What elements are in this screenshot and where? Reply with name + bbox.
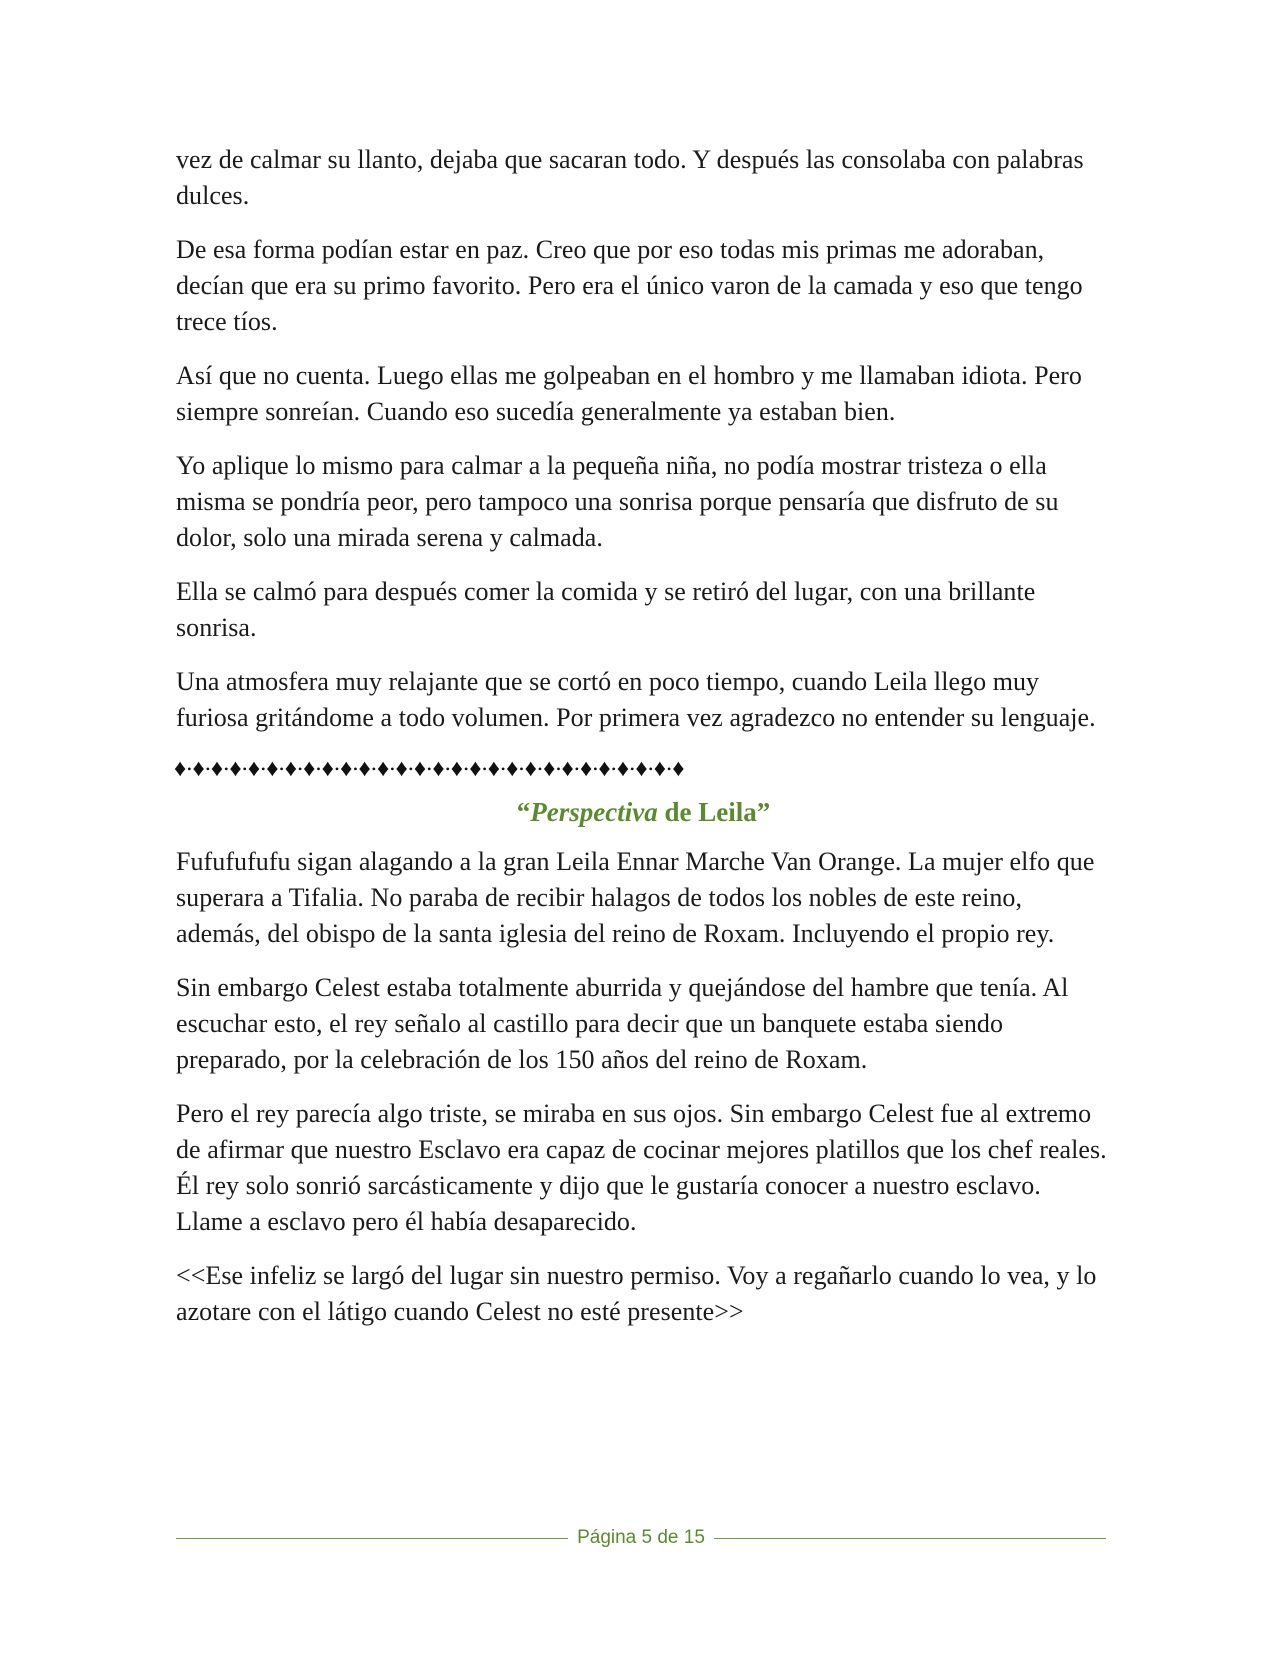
divider-diamond-icon: ♦ <box>598 756 612 782</box>
page-body <box>176 142 1111 1348</box>
paragraph-1: vez de calmar su llanto, dejaba que sacaran todo. Y después las consolaba con palabras dulces. <box>176 145 1084 210</box>
divider-dot-icon: • <box>537 762 544 776</box>
divider-diamond-icon: ♦ <box>247 756 262 782</box>
page-number: Página 5 de 15 <box>577 1527 705 1548</box>
divider-dot-icon: • <box>630 762 636 776</box>
divider-diamond-icon: ♦ <box>616 756 631 782</box>
divider-diamond-icon: ♦ <box>561 756 575 782</box>
divider-diamond-icon: ♦ <box>469 756 483 782</box>
divider-diamond-icon: ♦ <box>579 756 594 782</box>
divider-diamond-icon: ♦ <box>653 756 668 782</box>
divider-diamond-icon: ♦ <box>487 756 501 782</box>
section-heading <box>176 794 1111 830</box>
divider-dot-icon: • <box>556 762 562 776</box>
divider-diamond-icon: ♦ <box>303 756 317 782</box>
divider-diamond-icon: ♦ <box>506 756 520 782</box>
paragraph-5: Ella se calmó para después comer la comida y se retiró del lugar, con una brillante sonrisa. <box>176 577 1036 642</box>
divider-dot-icon: • <box>205 762 211 776</box>
divider-dot-icon: • <box>224 762 230 776</box>
divider-dot-icon: • <box>371 762 377 776</box>
paragraph-7: Fufufufufu sigan alagando a la gran Leila Ennar Marche Van Orange. La mujer elfo que superara a Tifalia. No paraba de recibir halagos de todos los nobles de este reino, además, del obispo de la santa iglesia del reino de Roxam. Incluyendo el propio rey. <box>176 847 1095 948</box>
divider-dot-icon: • <box>334 762 341 776</box>
diamond-divider <box>174 754 1111 784</box>
heading-open-quote: “ <box>516 797 531 827</box>
divider-diamond-icon: ♦ <box>321 756 335 782</box>
divider-dot-icon: • <box>390 762 396 776</box>
divider-dot-icon: • <box>519 762 525 776</box>
divider-dot-icon: • <box>611 762 617 776</box>
divider-diamond-icon: ♦ <box>672 756 686 782</box>
divider-diamond-icon: ♦ <box>358 756 372 782</box>
paragraph-8: Sin embargo Celest estaba totalmente aburrida y quejándose del hambre que tenía. Al escuchar esto, el rey señalo al castillo para decir que un banquete estaba siendo preparado, por la celebración de los 150 años del reino de Roxam. <box>176 973 1069 1074</box>
divider-dot-icon: • <box>261 762 267 776</box>
paragraph-9: Pero el rey parecía algo triste, se miraba en sus ojos. Sin embargo Celest fue al extremo de afirmar que nuestro Esclavo era capaz de cocinar mejores platillos que los chef reales. Él rey solo sonrió sarcásticamente y dijo que le gustaría conocer a nuestro esclavo. Llame a esclavo pero él había desaparecido. <box>176 1099 1107 1236</box>
divider-dot-icon: • <box>427 762 433 776</box>
divider-diamond-icon: ♦ <box>450 756 465 782</box>
divider-dot-icon: • <box>482 762 488 776</box>
divider-diamond-icon: ♦ <box>376 756 391 782</box>
divider-diamond-icon: ♦ <box>229 756 243 782</box>
paragraph-3: Así que no cuenta. Luego ellas me golpeaban en el hombro y me llamaban idiota. Pero siempre sonreían. Cuando eso sucedía generalmente ya estaban bien. <box>176 361 1082 426</box>
divider-dot-icon: • <box>593 762 599 776</box>
divider-dot-icon: • <box>279 762 285 776</box>
divider-diamond-icon: ♦ <box>266 756 280 782</box>
divider-diamond-icon: ♦ <box>413 756 428 782</box>
paragraph-2: De esa forma podían estar en paz. Creo que por eso todas mis primas me adoraban, decían que era su primo favorito. Pero era el único varon de la camada y eso que tengo trece tíos. <box>176 235 1083 336</box>
divider-diamond-icon: ♦ <box>432 756 446 782</box>
footer-rule-left <box>176 1538 568 1539</box>
divider-dot-icon: • <box>242 762 248 776</box>
divider-diamond-icon: ♦ <box>635 756 649 782</box>
divider-dot-icon: • <box>316 762 322 776</box>
divider-dot-icon: • <box>500 762 507 776</box>
divider-dot-icon: • <box>187 762 193 776</box>
divider-dot-icon: • <box>353 762 359 776</box>
divider-dot-icon: • <box>445 762 451 776</box>
divider-diamond-icon: ♦ <box>210 756 225 782</box>
heading-rest: de Leila <box>657 797 757 827</box>
divider-diamond-icon: ♦ <box>192 756 206 782</box>
page-footer <box>176 1524 1106 1554</box>
divider-dot-icon: • <box>297 762 304 776</box>
heading-close-quote: ” <box>756 797 771 827</box>
divider-diamond-icon: ♦ <box>340 756 354 782</box>
divider-dot-icon: • <box>408 762 414 776</box>
divider-dot-icon: • <box>574 762 580 776</box>
divider-diamond-icon: ♦ <box>174 756 188 782</box>
divider-dot-icon: • <box>648 762 654 776</box>
paragraph-6: Una atmosfera muy relajante que se cortó en poco tiempo, cuando Leila llego muy furiosa gritándome a todo volumen. Por primera vez agradezco no entender su lenguaje. <box>176 667 1096 732</box>
paragraph-4: Yo aplique lo mismo para calmar a la pequeña niña, no podía mostrar tristeza o ella misma se pondría peor, pero tampoco una sonrisa porque pensaría que disfruto de su dolor, solo una mirada serena y calmada. <box>176 451 1059 552</box>
divider-diamond-icon: ♦ <box>284 756 298 782</box>
divider-dot-icon: • <box>464 762 470 776</box>
divider-diamond-icon: ♦ <box>395 756 409 782</box>
heading-italic-part: Perspectiva <box>530 797 658 827</box>
paragraph-10: <<Ese infeliz se largó del lugar sin nuestro permiso. Voy a regañarlo cuando lo vea, y lo azotare con el látigo cuando Celest no esté presente>> <box>176 1261 1097 1326</box>
divider-dot-icon: • <box>667 762 673 776</box>
divider-diamond-icon: ♦ <box>543 756 557 782</box>
footer-rule-right <box>714 1538 1106 1539</box>
divider-diamond-icon: ♦ <box>524 756 538 782</box>
